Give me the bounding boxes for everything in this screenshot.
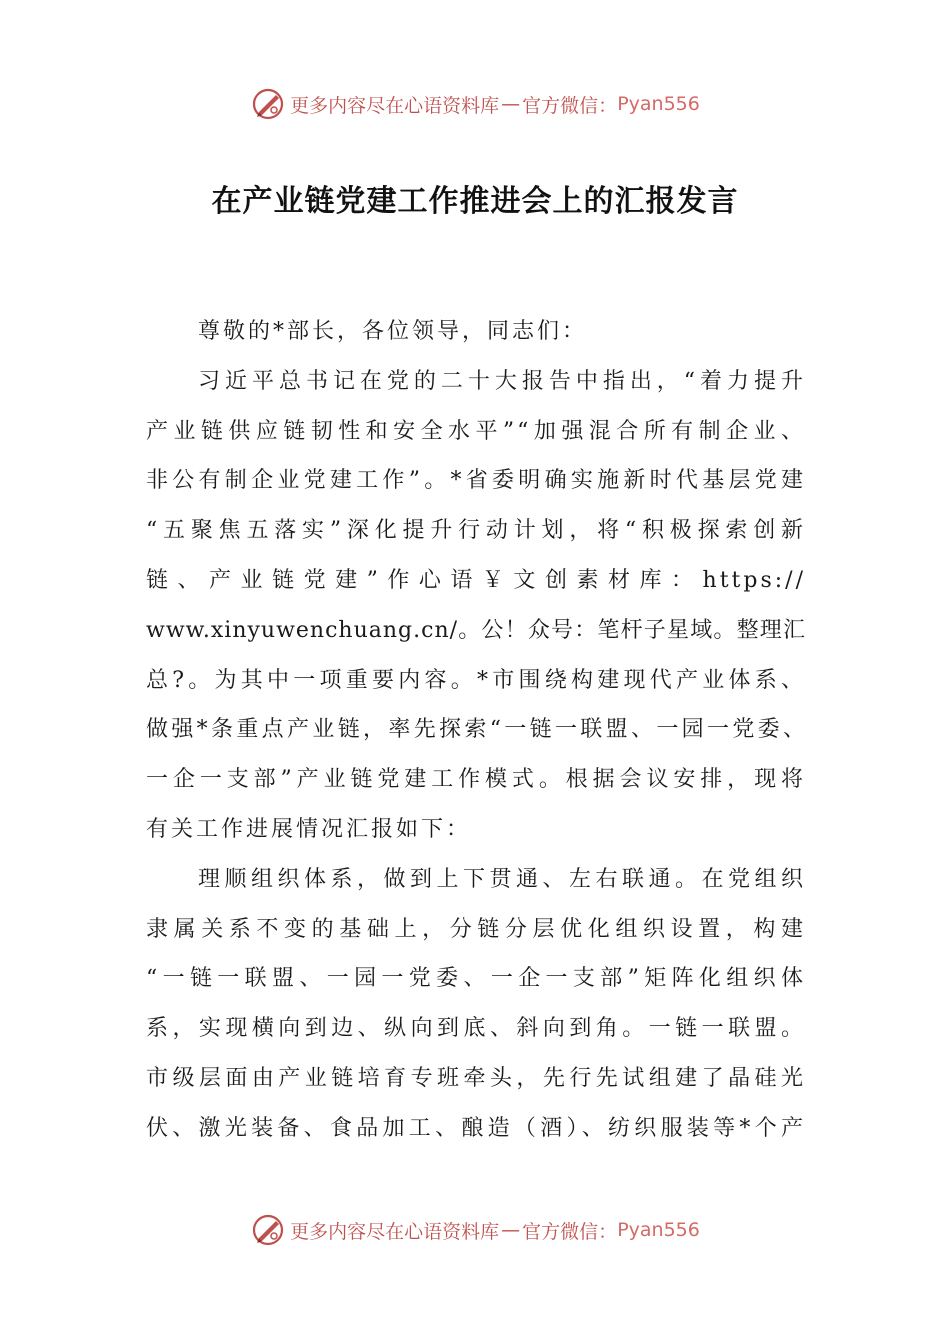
- watermark-separator: —: [501, 1219, 521, 1241]
- watermark-wechat-id: Pyan556: [617, 1219, 700, 1241]
- text-line: 隶属关系不变的基础上，分链分层优化组织设置，构建: [146, 916, 806, 942]
- watermark-wechat-id: Pyan556: [617, 93, 700, 115]
- text-line: 非公有制企业党建工作”。*省委明确实施新时代基层党建: [146, 468, 806, 494]
- text-line: 习近平总书记在党的二十大报告中指出，“着力提升: [198, 368, 806, 394]
- watermark-text: 更多内容尽在心语资料库: [290, 1220, 500, 1243]
- salutation-line: 尊敬的*部长，各位领导，同志们：: [198, 319, 588, 344]
- text-line: 伏、激光装备、食品加工、酿造（酒）、纺织服装等*个产: [146, 1115, 806, 1141]
- watermark-wechat-label: 官方微信：: [522, 94, 618, 117]
- text-line: 有关工作进展情况汇报如下：: [146, 816, 472, 842]
- text-line: “五聚焦五落实”深化提升行动计划，将“积极探索创新: [146, 518, 806, 544]
- text-line: 理顺组织体系，做到上下贯通、左右联通。在党组织: [198, 866, 806, 892]
- text-line: 总?。为其中一项重要内容。*市围绕构建现代产业体系、: [146, 667, 806, 693]
- text-line: 链、产业链党建”作心语￥文创素材库：https://: [146, 567, 806, 593]
- text-line: www.xinyuwenchuang.cn/。公！众号：笔杆子星域。整理汇: [146, 617, 806, 643]
- pen-logo-icon: [250, 1212, 286, 1248]
- document-body: [146, 307, 806, 1154]
- document-title: 在产业链党建工作推进会上的汇报发言: [211, 184, 739, 219]
- pen-logo-icon: [250, 86, 286, 122]
- watermark-separator: —: [501, 93, 521, 115]
- text-line: 系，实现横向到边、纵向到底、斜向到角。一链一联盟。: [146, 1016, 806, 1042]
- watermark-header: [0, 84, 950, 124]
- text-line: 市级层面由产业链培育专班牵头，先行先试组建了晶硅光: [146, 1065, 806, 1091]
- watermark-footer: [0, 1210, 950, 1250]
- text-line: 产业链供应链韧性和安全水平”“加强混合所有制企业、: [146, 418, 806, 444]
- text-line: 做强*条重点产业链，率先探索“一链一联盟、一园一党委、: [146, 717, 806, 743]
- text-line: “一链一联盟、一园一党委、一企一支部”矩阵化组织体: [146, 966, 806, 992]
- watermark-text: 更多内容尽在心语资料库: [290, 94, 500, 117]
- text-line: 一企一支部”产业链党建工作模式。根据会议安排，现将: [146, 767, 806, 793]
- watermark-wechat-label: 官方微信：: [522, 1220, 618, 1243]
